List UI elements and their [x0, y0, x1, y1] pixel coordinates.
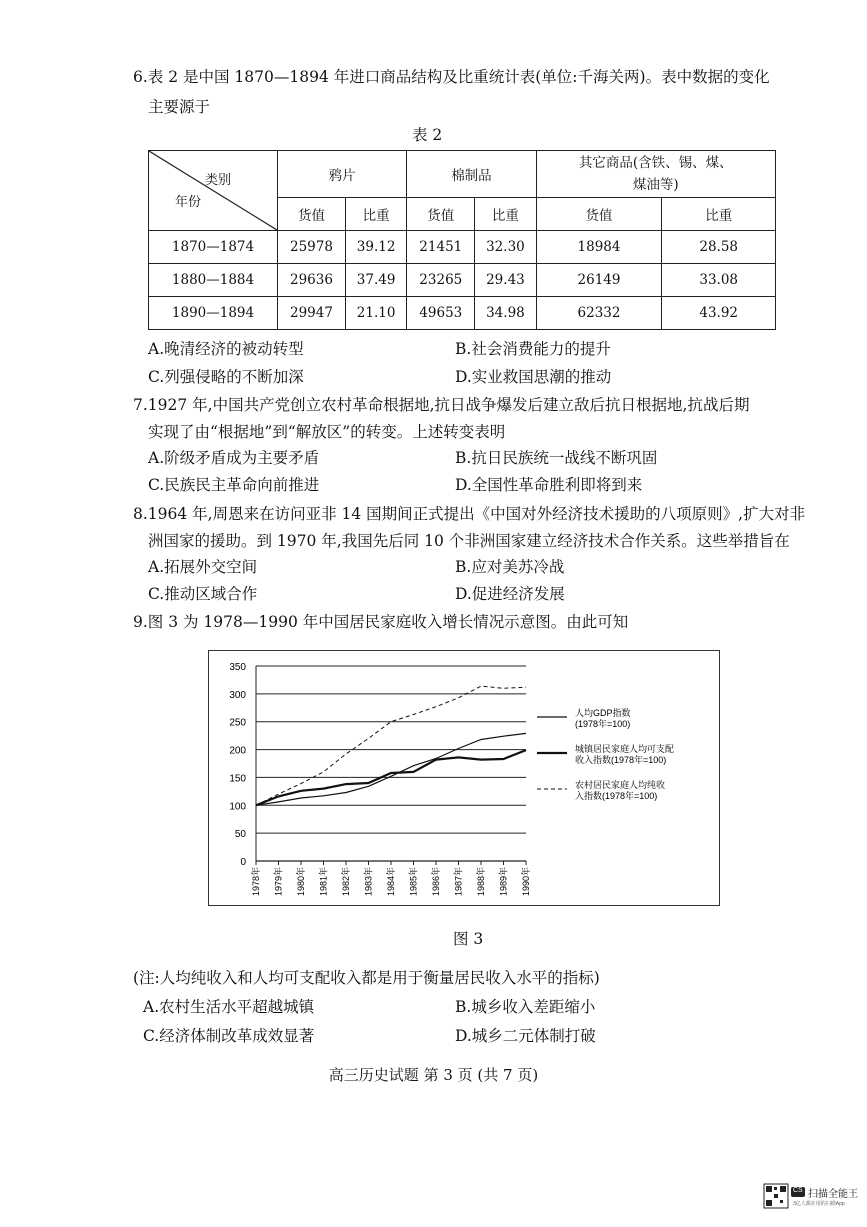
y-tick-label: 0 — [240, 857, 246, 868]
q8-stem-line1: 8.1964 年,周恩来在访问亚非 14 国期间正式提出《中国对外经济技术援助的八项原则》,扩大对非 — [133, 505, 806, 523]
q8-option-c[interactable]: C.推动区域合作 — [148, 585, 258, 603]
stamp-brand: 扫描全能王 — [808, 1189, 858, 1200]
table-cell: 1880—1884 — [149, 264, 278, 297]
q8-option-d[interactable]: D.促进经济发展 — [455, 585, 565, 603]
q6-stem-line2: 主要源于 — [148, 98, 211, 116]
x-tick-label: 1990年 — [521, 867, 531, 897]
table-row — [149, 297, 776, 330]
table-cell: 28.58 — [662, 231, 776, 264]
header-other — [536, 151, 775, 198]
legend-label: 城镇居民家庭人均可支配 — [575, 744, 675, 754]
q7-option-d[interactable]: D.全国性革命胜利即将到来 — [455, 476, 643, 494]
table-corner-header — [149, 151, 278, 231]
header-year: 年份 — [175, 195, 202, 210]
sub-header: 货值 — [536, 198, 662, 231]
header-other-line1: 其它商品(含铁、锡、煤、 — [578, 155, 733, 171]
legend-label: (1978年=100) — [575, 719, 631, 729]
table-title: 表 2 — [412, 126, 443, 144]
sub-header: 比重 — [662, 198, 776, 231]
q6-stem-line1: 6.表 2 是中国 1870—1894 年进口商品结构及比重统计表(单位:千海关两)。表中数据的变化 — [133, 68, 770, 86]
legend-label: 收入指数(1978年=100) — [575, 755, 667, 765]
y-tick-label: 350 — [229, 662, 246, 673]
table-cell: 21451 — [407, 231, 475, 264]
q8-stem-line2: 洲国家的援助。到 1970 年,我国先后同 10 个非洲国家建立经济技术合作关系。这些举措旨在 — [148, 532, 790, 550]
q9-option-b[interactable]: B.城乡收入差距缩小 — [455, 998, 596, 1016]
table-cell: 1870—1874 — [149, 231, 278, 264]
table-cell: 26149 — [536, 264, 662, 297]
table-cell: 39.12 — [345, 231, 406, 264]
x-tick-label: 1985年 — [408, 867, 419, 897]
table-cell: 49653 — [407, 297, 475, 330]
diagonal-divider — [149, 151, 277, 230]
table-cell: 23265 — [407, 264, 475, 297]
q8-option-b[interactable]: B.应对美苏冷战 — [455, 558, 565, 576]
scanner-watermark — [763, 1183, 859, 1219]
table-cell: 34.98 — [475, 297, 536, 330]
import-structure-table — [148, 150, 776, 330]
sub-header: 货值 — [278, 198, 346, 231]
y-tick-label: 200 — [229, 745, 246, 757]
q6-option-d[interactable]: D.实业救国思潮的推动 — [455, 368, 612, 386]
q9-note: (注:人均纯收入和人均可支配收入都是用于衡量居民收入水平的指标) — [133, 969, 600, 987]
income-growth-chart — [208, 650, 720, 906]
table-cell: 29636 — [278, 264, 346, 297]
header-cotton: 棉制品 — [407, 151, 536, 198]
table-cell: 43.92 — [662, 297, 776, 330]
x-tick-label: 1983年 — [363, 867, 374, 897]
q7-option-c[interactable]: C.民族民主革命向前推进 — [148, 476, 320, 494]
q9-option-a[interactable]: A.农村生活水平超越城镇 — [143, 998, 315, 1016]
q6-option-a[interactable]: A.晚清经济的被动转型 — [148, 340, 304, 358]
sub-header: 比重 — [475, 198, 536, 231]
table-cell: 18984 — [536, 231, 662, 264]
q6-option-c[interactable]: C.列强侵略的不断加深 — [148, 368, 304, 386]
q6-option-b[interactable]: B.社会消费能力的提升 — [455, 340, 611, 358]
x-tick-label: 1984年 — [386, 867, 396, 897]
y-tick-label: 150 — [229, 773, 246, 785]
legend-label: 人均GDP指数 — [575, 708, 631, 718]
table-cell: 29947 — [278, 297, 346, 330]
table-row — [149, 264, 776, 297]
table-cell: 32.30 — [475, 231, 536, 264]
y-tick-label: 300 — [229, 689, 246, 701]
x-tick-label: 1978年 — [251, 867, 261, 897]
x-tick-label: 1986年 — [431, 867, 441, 897]
x-tick-label: 1981年 — [318, 867, 329, 897]
table-cell: 21.10 — [345, 297, 406, 330]
stamp-badge: CS — [793, 1187, 803, 1194]
q7-option-a[interactable]: A.阶级矛盾成为主要矛盾 — [148, 449, 320, 467]
stamp-sub: 3亿人都在用的扫描App — [793, 1201, 845, 1207]
q8-option-a[interactable]: A.拓展外交空间 — [148, 558, 258, 576]
q9-option-c[interactable]: C.经济体制改革成效显著 — [143, 1027, 315, 1045]
table-row — [149, 231, 776, 264]
table-cell: 37.49 — [345, 264, 406, 297]
sub-header: 比重 — [345, 198, 406, 231]
x-tick-label: 1989年 — [498, 867, 509, 897]
q7-stem-line1: 7.1927 年,中国共产党创立农村革命根据地,抗日战争爆发后建立敌后抗日根据地,抗战后期 — [133, 396, 750, 414]
y-tick-label: 100 — [229, 801, 246, 813]
header-other-line2: 煤油等) — [632, 177, 679, 193]
header-category: 类别 — [205, 173, 232, 188]
series-line-1 — [256, 733, 526, 805]
figure-caption: 图 3 — [453, 930, 484, 948]
q7-stem-line2: 实现了由“根据地”到“解放区”的转变。上述转变表明 — [148, 423, 506, 441]
x-tick-label: 1980年 — [296, 867, 306, 897]
q9-stem: 9.图 3 为 1978—1990 年中国居民家庭收入增长情况示意图。由此可知 — [133, 613, 629, 631]
y-tick-label: 250 — [229, 717, 246, 729]
series-line-3 — [256, 686, 526, 805]
x-tick-label: 1979年 — [273, 867, 284, 897]
x-tick-label: 1988年 — [476, 867, 486, 897]
legend-label: 入指数(1978年=100) — [575, 791, 658, 801]
table-cell: 1890—1894 — [149, 297, 278, 330]
table-cell: 33.08 — [662, 264, 776, 297]
y-tick-label: 50 — [234, 829, 246, 841]
x-tick-label: 1987年 — [453, 867, 464, 897]
header-opium: 鸦片 — [278, 151, 407, 198]
q9-option-d[interactable]: D.城乡二元体制打破 — [455, 1027, 596, 1045]
chart-canvas — [209, 651, 719, 905]
table-cell: 29.43 — [475, 264, 536, 297]
table-cell: 62332 — [536, 297, 662, 330]
page-footer: 高三历史试题 第 3 页 (共 7 页) — [328, 1066, 539, 1084]
sub-header: 货值 — [407, 198, 475, 231]
table-cell: 25978 — [278, 231, 346, 264]
q7-option-b[interactable]: B.抗日民族统一战线不断巩固 — [455, 449, 658, 467]
x-tick-label: 1982年 — [341, 867, 351, 897]
legend-label: 农村居民家庭人均纯收 — [575, 780, 666, 790]
